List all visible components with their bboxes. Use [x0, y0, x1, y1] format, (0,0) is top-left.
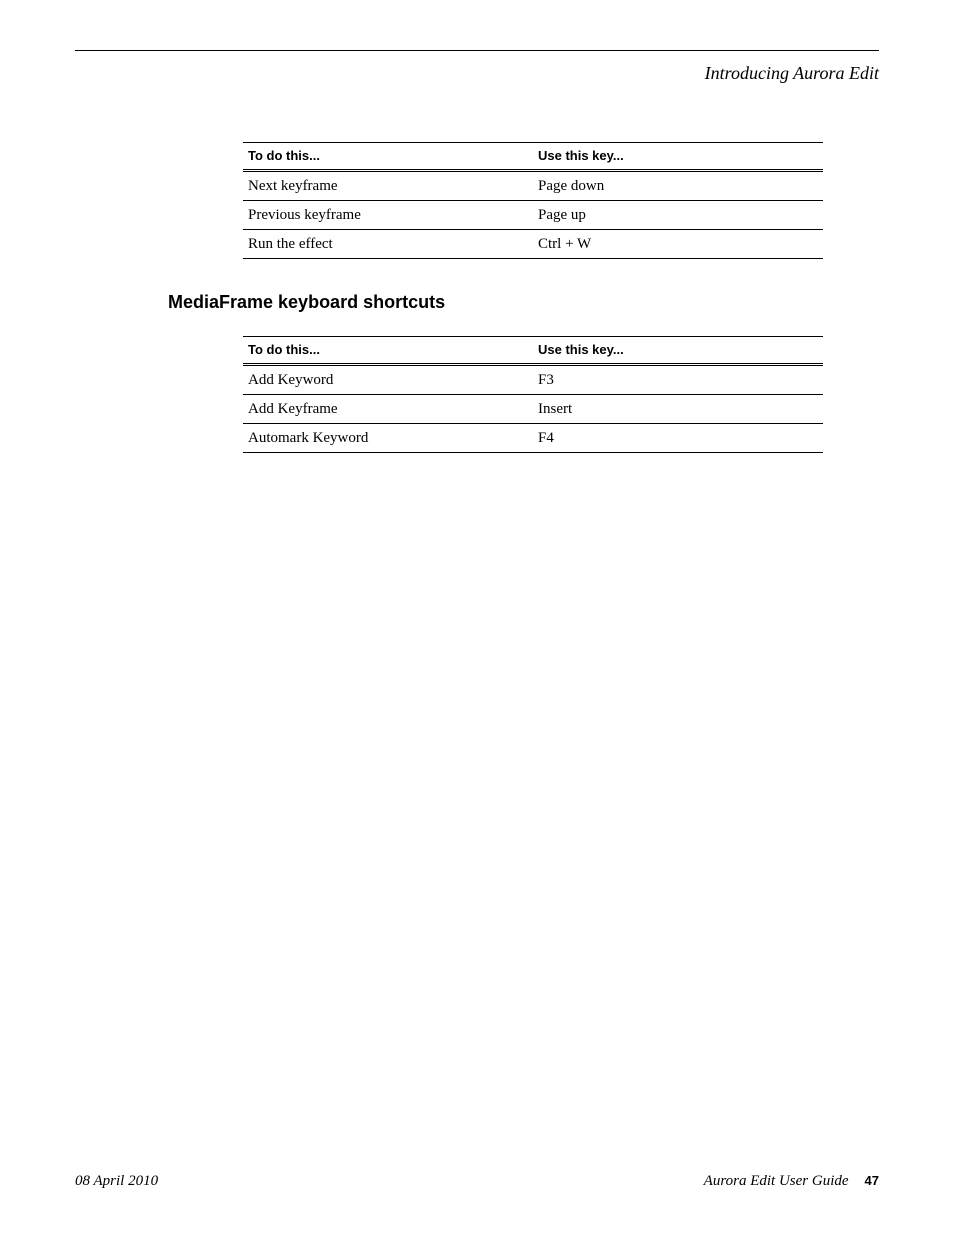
footer-guide-title: Aurora Edit User Guide — [703, 1173, 849, 1189]
running-head: Introducing Aurora Edit — [704, 63, 879, 83]
key-cell: Page up — [533, 201, 823, 230]
column-header-action: To do this... — [243, 143, 533, 171]
header-rule — [75, 50, 879, 51]
table-header-row — [243, 337, 823, 365]
column-header-action: To do this... — [243, 337, 533, 365]
keyframe-shortcuts-table — [243, 142, 823, 259]
action-cell: Previous keyframe — [243, 201, 533, 230]
table-header-row — [243, 143, 823, 171]
table-row — [243, 171, 823, 201]
footer-right — [704, 1171, 879, 1191]
key-cell: Insert — [533, 395, 823, 424]
key-cell: F3 — [533, 365, 823, 395]
key-cell: F4 — [533, 424, 823, 453]
action-cell: Run the effect — [243, 230, 533, 259]
table-row — [243, 230, 823, 259]
table-row — [243, 365, 823, 395]
action-cell: Add Keyframe — [243, 395, 533, 424]
action-cell: Add Keyword — [243, 365, 533, 395]
key-cell: Page down — [533, 171, 823, 201]
page-number: 47 — [864, 1173, 879, 1188]
action-cell: Automark Keyword — [243, 424, 533, 453]
table-row — [243, 395, 823, 424]
action-cell: Next keyframe — [243, 171, 533, 201]
section-heading: MediaFrame keyboard shortcuts — [168, 292, 446, 312]
column-header-key: Use this key... — [533, 337, 823, 365]
key-cell: Ctrl + W — [533, 230, 823, 259]
column-header-key: Use this key... — [533, 143, 823, 171]
table-row — [243, 424, 823, 453]
mediaframe-shortcuts-table — [243, 336, 823, 453]
table-row — [243, 201, 823, 230]
footer-date: 08 April 2010 — [75, 1173, 159, 1189]
